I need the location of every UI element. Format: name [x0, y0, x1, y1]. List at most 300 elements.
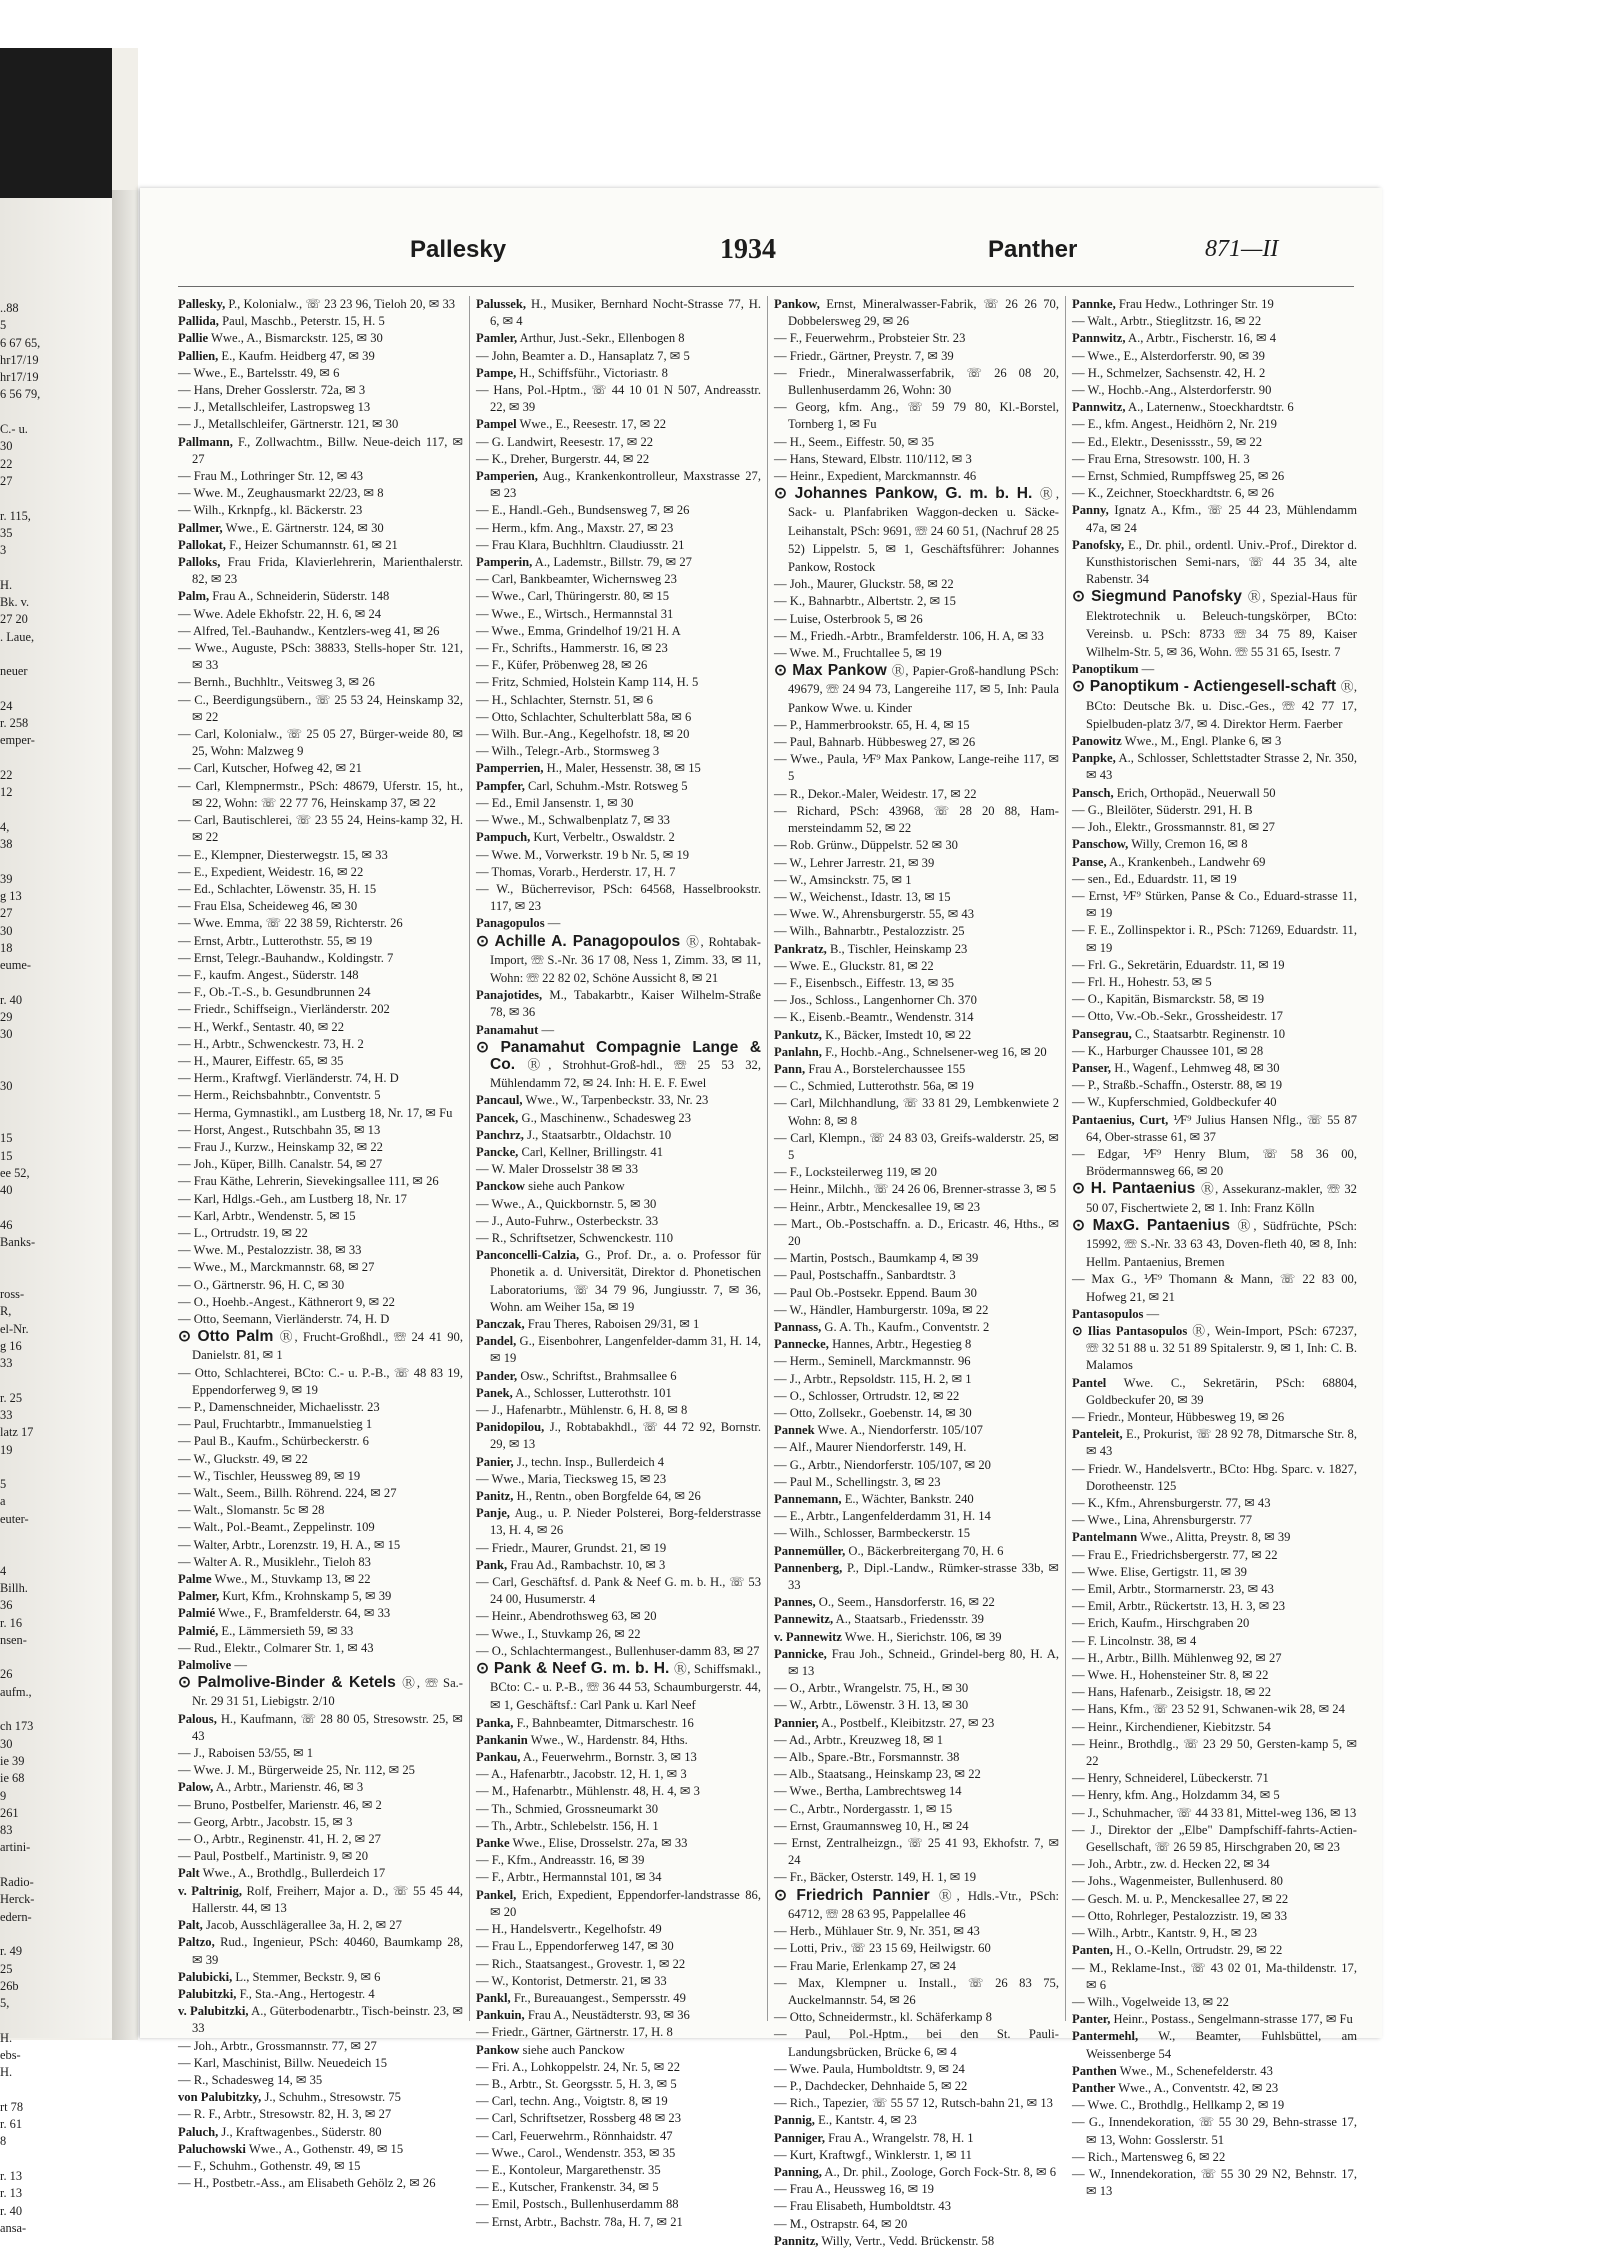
- directory-column-2: [476, 296, 761, 2229]
- directory-entry: [1072, 2011, 1357, 2028]
- entry-details: Jacob, Ausschlägerallee 3a, H. 2, ✉ 27: [206, 1918, 402, 1933]
- directory-entry: [476, 726, 761, 743]
- entry-details: Frau Joh., Schneid., Grindel-berg 80, H. A, ✉ 13: [788, 1646, 1060, 1679]
- directory-entry: [1072, 785, 1357, 802]
- directory-entry: [178, 898, 463, 915]
- entry-details: — C., Schmied, Lutterothstr. 56a, ✉ 19: [774, 1079, 974, 1094]
- directory-entry: [774, 2061, 1059, 2078]
- previous-page-fragment: H.: [0, 2065, 13, 2080]
- entry-details: — Otto, Seemann, Vierländerstr. 74, H. D: [178, 1311, 390, 1326]
- directory-entry: [178, 1711, 463, 1745]
- directory-entry: [476, 1039, 761, 1093]
- directory-entry: [178, 296, 463, 313]
- directory-entry: [1072, 802, 1357, 819]
- entry-name: Pankow,: [774, 297, 820, 311]
- entry-details: — W., Händler, Hamburgerstr. 109a, ✉ 22: [774, 1302, 989, 1317]
- entry-details: — Herb., Mühlauer Str. 9, Nr. 351, ✉ 43: [774, 1924, 980, 1939]
- directory-entry: [774, 906, 1059, 923]
- entry-details: Carl, Kellner, Brillingstr. 41: [521, 1144, 663, 1159]
- directory-entry: [476, 606, 761, 623]
- entry-details: — E., Arbtr., Langenfelderdamm 31, H. 14: [774, 1509, 991, 1524]
- directory-entry: [476, 1557, 761, 1574]
- entry-name: Panckow: [476, 1179, 525, 1194]
- entry-name: Pankl,: [476, 1990, 511, 2005]
- entry-details: W., Beamter, Fuhlsbüttel, am Weissenberge 54: [1086, 2029, 1357, 2061]
- previous-page-fragment: [0, 1701, 106, 1718]
- entry-details: Rud., Ingenieur, PSch: 40460, Baumkamp 28, ✉ 39: [192, 1935, 463, 1967]
- entry-details: — Wwe., Lina, Ahrensburgerstr. 77: [1072, 1513, 1253, 1528]
- directory-entry: [774, 1181, 1059, 1198]
- directory-entry: [1072, 1994, 1357, 2011]
- previous-page-fragment: 6 67 65,: [0, 335, 41, 350]
- entry-details: — Ernst, Arbtr., Lutterothstr. 55, ✉ 19: [178, 933, 373, 948]
- directory-entry: [774, 2026, 1059, 2060]
- entry-details: Arthur, Just.-Sekr., Ellenbogen 8: [519, 331, 685, 346]
- previous-page-fragment: a: [0, 1494, 6, 1509]
- entry-name: Pantel: [1072, 1375, 1107, 1390]
- directory-entry: [178, 416, 463, 433]
- entry-details: — Carl, techn. Ang., Voigtstr. 8, ✉ 19: [476, 2094, 668, 2109]
- entry-details: — E., Kutscher, Frankenstr. 34, ✉ 5: [476, 2180, 659, 2195]
- entry-name: Pallmer,: [178, 520, 223, 535]
- entry-details: Erich, Expedient, Eppendorfer-landstrasse 86, ✉ 20: [490, 1887, 761, 1919]
- directory-entry: [476, 623, 761, 640]
- entry-details: — Joh., Arbtr., Grossmannstr. 77, ✉ 27: [178, 2038, 377, 2053]
- previous-page-fragment: 5,: [0, 1996, 10, 2011]
- entry-details: — J., Hafenarbtr., Mühlenstr. 6, H. 8, ✉ 8: [476, 1403, 688, 1417]
- directory-entry: [476, 1213, 761, 1230]
- entry-name: Pantasopulos: [1072, 1306, 1144, 1321]
- directory-entry: [178, 881, 463, 898]
- entry-details: Wwe., M., Stuvkamp 13, ✉ 22: [214, 1572, 371, 1587]
- entry-details: — Mart., Ob.-Postschaffn. a. D., Ericastr. 46, Hths., ✉ 20: [774, 1216, 1059, 1248]
- entry-details: — E., Handl.-Geh., Bundsensweg 7, ✉ 26: [476, 503, 690, 518]
- entry-name: Panchrz,: [476, 1127, 524, 1142]
- header-rule: [178, 286, 1354, 287]
- directory-entry: [476, 1505, 761, 1539]
- directory-entry: [774, 1923, 1059, 1940]
- directory-entry: [476, 1419, 761, 1453]
- previous-page-fragment: [0, 1528, 106, 1545]
- directory-entry: [774, 1975, 1059, 2009]
- entry-details: — K., Eisenb.-Beamtr., Wendenstr. 314: [774, 1010, 974, 1025]
- directory-entry: [774, 1371, 1059, 1388]
- directory-entry: [178, 1554, 463, 1571]
- directory-entry: [774, 576, 1059, 593]
- directory-entry: [476, 2128, 761, 2145]
- entry-details: — H., Schlachter, Sternstr. 51, ✉ 6: [476, 692, 653, 707]
- entry-details: — Frau A., Heussweg 16, ✉ 19: [774, 2182, 934, 2197]
- directory-entry: [476, 1092, 761, 1109]
- directory-entry: [178, 1934, 463, 1968]
- directory-entry: [774, 2130, 1059, 2147]
- directory-entry: [476, 571, 761, 588]
- entry-details: G., Eisenbohrer, Langenfelder-damm 31, H. 14, ✉ 19: [490, 1334, 761, 1366]
- entry-details: — G., Arbtr., Niendorferstr. 105/107, ✉ 20: [774, 1457, 991, 1472]
- entry-details: — Walt., Arbtr., Stieglitzstr. 16, ✉ 22: [1072, 314, 1262, 329]
- entry-details: H., Wagenf., Lehmweg 48, ✉ 30: [1114, 1060, 1280, 1075]
- entry-details: O., Bäckerbreitergang 70, H. 6: [848, 1543, 1004, 1558]
- entry-details: Ⓡ, Rohtabak-Import, ☏ S.-Nr. 36 17 08, Ness 1, Zimm. 33, ✉ 11, Wohn: ☏ 22 82 02, Schöne Aussicht 8, ✉ 21: [490, 934, 761, 985]
- directory-entry: [178, 1156, 463, 1173]
- entry-details: — Wwe. Elise, Gertigstr. 11, ✉ 39: [1072, 1564, 1247, 1579]
- entry-details: — Erich, Kaufm., Hirschgraben 20: [1072, 1616, 1250, 1631]
- previous-page-fragment: [0, 1061, 106, 1078]
- directory-entry: [1072, 1925, 1357, 1942]
- previous-page-fragment: [0, 1459, 106, 1476]
- directory-entry: [774, 1027, 1059, 1044]
- previous-page-fragment: 30: [0, 1736, 13, 1751]
- entry-details: — Wwe. H., Hohensteiner Str. 8, ✉ 22: [1072, 1668, 1269, 1683]
- directory-entry: [774, 1508, 1059, 1525]
- entry-details: — Georg, Arbtr., Jacobstr. 15, ✉ 3: [178, 1814, 353, 1829]
- entry-details: Wwe., W., Hardenstr. 84, Hths.: [530, 1732, 688, 1747]
- entry-details: — Wilh., Vogelweide 13, ✉ 22: [1072, 1994, 1229, 2009]
- entry-details: — Richard, PSch: 43968, ☏ 28 20 88, Ham-mersteindamm 52, ✉ 22: [774, 803, 1059, 836]
- entry-details: — Frau L., Eppendorferweg 147, ✉ 30: [476, 1939, 674, 1954]
- entry-details: Willy, Cremon 16, ✉ 8: [1131, 837, 1248, 852]
- entry-name: Pallida,: [178, 314, 219, 329]
- directory-entry: [178, 1365, 463, 1399]
- directory-entry: [774, 1958, 1059, 1975]
- entry-details: — Walter, Arbtr., Lorenzstr. 19, H. A., ✉ 15: [178, 1537, 401, 1552]
- previous-page-fragment: r. 16: [0, 1615, 23, 1630]
- directory-entry: [774, 855, 1059, 872]
- entry-details: — Frau Klara, Buchhltrn. Claudiusstr. 21: [476, 537, 685, 552]
- directory-entry: [1072, 1043, 1357, 1060]
- entry-details: Wwe., A., Conventstr. 42, ✉ 23: [1118, 2080, 1279, 2095]
- entry-details: — H., Seem., Eiffestr. 50, ✉ 35: [774, 434, 935, 449]
- entry-details: Osw., Schriftst., Brahmsallee 6: [520, 1368, 677, 1383]
- entry-name: Panlahn,: [774, 1044, 822, 1059]
- entry-details: — Heinr., Brothdlg., ☏ 23 29 50, Gersten-kamp 5, ✉ 22: [1072, 1736, 1357, 1769]
- entry-details: J., Kraftwagenbes., Süderstr. 80: [221, 2124, 382, 2139]
- entry-details: — Wwe., I., Stuvkamp 26, ✉ 22: [476, 1626, 641, 1641]
- entry-details: —: [547, 916, 561, 931]
- column-divider: [767, 296, 768, 2021]
- entry-details: Willy, Vertr., Vedd. Brückenstr. 58: [821, 2233, 995, 2248]
- directory-entry: [476, 2059, 761, 2076]
- previous-page-fragment: 25: [0, 1961, 13, 1976]
- entry-details: — Wilh., Krknpfg., kl. Bäckerstr. 23: [178, 503, 363, 518]
- previous-page-fragment: 33: [0, 1408, 13, 1422]
- directory-entry: [1072, 1822, 1357, 1856]
- directory-entry: [476, 502, 761, 519]
- entry-details: A., Schlosser, Schlettstadter Strasse 2, Nr. 350, ✉ 43: [1086, 751, 1357, 783]
- entry-details: Aug., Krankenkontrolleur, Maxstrasse 27, ✉ 23: [490, 469, 761, 501]
- directory-entry: [476, 915, 761, 932]
- directory-entry: [774, 1940, 1059, 1957]
- directory-entry: [476, 1178, 761, 1195]
- entry-details: H., Musiker, Bernhard Nocht-Strasse 77, H. 6, ✉ 4: [490, 297, 761, 329]
- previous-page-fragment: 27: [0, 906, 13, 921]
- directory-entry: [774, 1749, 1059, 1766]
- entry-details: — F., kaufm. Angest., Süderstr. 148: [178, 967, 359, 982]
- directory-entry: [476, 1608, 761, 1625]
- entry-details: — Th., Schmied, Grossneumarkt 30: [476, 1801, 659, 1816]
- directory-entry: [1072, 330, 1357, 347]
- entry-details: — Wwe. Paula, Humboldtstr. 9, ✉ 24: [774, 2061, 965, 2076]
- directory-entry: [178, 623, 463, 640]
- entry-name: Pamperin,: [476, 555, 533, 570]
- entry-name: Pannwitz,: [1072, 400, 1126, 415]
- entry-name: Panitz,: [476, 1489, 514, 1504]
- directory-entry: [178, 1019, 463, 1036]
- entry-details: Frau Theres, Raboisen 29/31, ✉ 1: [527, 1316, 700, 1331]
- entry-details: — Fr., Schrifts., Hammerstr. 16, ✉ 23: [476, 641, 668, 656]
- entry-name: Pannecke,: [774, 1337, 829, 1352]
- entry-details: — J., Arbtr., Repsoldstr. 115, H. 2, ✉ 1: [774, 1371, 972, 1386]
- directory-entry: [476, 1022, 761, 1039]
- previous-page-dark-edge: [0, 48, 112, 198]
- directory-entry: [178, 1571, 463, 1588]
- entry-name: Panther: [1072, 2080, 1116, 2095]
- previous-page-fragment: [0, 646, 106, 663]
- entry-details: — H., Handelsvertr., Kegelhofstr. 49: [476, 1922, 662, 1937]
- entry-details: siehe auch Panckow: [522, 2042, 625, 2057]
- entry-details: — K., Harburger Chaussee 101, ✉ 28: [1072, 1043, 1264, 1058]
- directory-entry: [178, 950, 463, 967]
- entry-details: E., Kaufm. Heidberg 47, ✉ 39: [221, 348, 375, 363]
- entry-details: Fr., Bureauangest., Sempersstr. 49: [513, 1990, 686, 2005]
- directory-entry: [476, 1574, 761, 1608]
- directory-entry: [774, 2147, 1059, 2164]
- entry-details: — W., Bücherrevisor, PSch: 64568, Hasselbrookstr. 117, ✉ 23: [476, 881, 761, 914]
- previous-page-fragment: Bk. v.: [0, 595, 30, 610]
- entry-details: — K., Bahnarbtr., Albertstr. 2, ✉ 15: [774, 594, 956, 609]
- entry-details: — G., Bleilöter, Süderstr. 291, H. B: [1072, 802, 1253, 817]
- entry-name: Pankow: [476, 2042, 520, 2057]
- previous-page-fragment: 19: [0, 1442, 13, 1457]
- entry-details: siehe auch Pankow: [528, 1179, 625, 1194]
- directory-entry: [1072, 1112, 1357, 1146]
- entry-name: Pampuch,: [476, 830, 531, 845]
- entry-details: A., Laternenw., Stoeckhardtstr. 6: [1128, 400, 1294, 415]
- directory-entry: [1072, 1409, 1357, 1426]
- directory-entry: [774, 2009, 1059, 2026]
- previous-page-fragment: Radio-: [0, 1875, 34, 1890]
- directory-entry: [476, 2007, 761, 2024]
- directory-entry: [178, 1519, 463, 1536]
- entry-details: L., Stemmer, Beckstr. 9, ✉ 6: [235, 1969, 381, 1984]
- directory-entry: [1072, 1547, 1357, 1564]
- entry-details: Ⓡ, ☏ Sa.-Nr. 29 31 51, Liebigstr. 2/10: [192, 1676, 463, 1709]
- directory-entry: [178, 365, 463, 382]
- directory-entry: [178, 1105, 463, 1122]
- entry-details: — Carl, Geschäftsf. d. Pank & Neef G. m. b. H., ☏ 53 24 00, Husumerstr. 4: [476, 1575, 761, 1607]
- entry-name: Pannke,: [1072, 297, 1116, 311]
- entry-details: — Wwe. M., Vorwerkstr. 19 b Nr. 5, ✉ 19: [476, 847, 690, 862]
- directory-entry: [476, 778, 761, 795]
- entry-name: Pantaenius, Curt,: [1072, 1112, 1169, 1127]
- previous-page-fragment: 33: [0, 1356, 13, 1371]
- previous-page-fragment: hr17/19: [0, 352, 39, 367]
- entry-details: — Heinr., Abendrothsweg 63, ✉ 20: [476, 1609, 657, 1624]
- directory-entry: [476, 864, 761, 881]
- entry-details: — B., Arbtr., St. Georgsstr. 5, H. 3, ✉ 5: [476, 2076, 677, 2091]
- entry-details: — Otto, Rohrleger, Pestalozzistr. 19, ✉ 33: [1072, 1908, 1288, 1923]
- directory-entry: [178, 1605, 463, 1622]
- entry-details: Wwe., M., Schenefelderstr. 43: [1119, 2063, 1273, 2078]
- directory-entry: [476, 1368, 761, 1385]
- directory-entry: [1072, 974, 1357, 991]
- entry-details: — F., Feuerwehrm., Probsteier Str. 23: [774, 331, 966, 346]
- previous-page-fragment: ebs-: [0, 2047, 21, 2062]
- directory-entry: [178, 434, 463, 468]
- directory-entry: [1072, 416, 1357, 433]
- entry-name: v. Palubitzki,: [178, 2004, 249, 2019]
- directory-entry: [774, 1646, 1059, 1680]
- directory-entry: [476, 365, 761, 382]
- directory-entry: [774, 1336, 1059, 1353]
- directory-entry: [178, 1485, 463, 1502]
- entry-details: — G. Landwirt, Reesestr. 17, ✉ 22: [476, 434, 654, 449]
- entry-details: — Carl, Kolonialw., ☏ 25 05 27, Bürger-weide 80, ✉ 25, Wohn: Malzweg 9: [178, 727, 463, 759]
- previous-page-fragment: 5: [0, 1477, 7, 1492]
- entry-details: Wwe., A., Brothdlg., Bullerdeich 17: [202, 1866, 386, 1881]
- directory-entry: [774, 1009, 1059, 1026]
- entry-details: — Carl, Bankbeamter, Wichernsweg 23: [476, 572, 677, 587]
- entry-details: — E., Expedient, Weidestr. 16, ✉ 22: [178, 864, 364, 879]
- entry-name: Panser,: [1072, 1060, 1112, 1075]
- directory-entry: [1072, 399, 1357, 416]
- entry-name: Panek,: [476, 1385, 513, 1400]
- directory-entry: [1072, 502, 1357, 536]
- previous-page-fragment: ie 68: [0, 1771, 25, 1786]
- entry-details: — Emil, Arbtr., Stormarnerstr. 23, ✉ 43: [1072, 1582, 1274, 1597]
- previous-page-fragment: 46: [0, 1217, 13, 1232]
- entry-details: E., Prokurist, ☏ 28 92 78, Ditmarsche Str. 8, ✉ 43: [1086, 1427, 1357, 1459]
- entry-details: — J., Auto-Fuhrw., Osterbeckstr. 33: [476, 1213, 659, 1228]
- directory-entry: [1072, 2097, 1357, 2114]
- previous-page-fragment: 30: [0, 923, 13, 938]
- entry-details: — Alf., Maurer Niendorferstr. 149, H.: [774, 1440, 967, 1455]
- entry-details: — Bruno, Postbelfer, Marienstr. 46, ✉ 2: [178, 1797, 382, 1812]
- directory-entry: [178, 1640, 463, 1657]
- entry-details: — Otto, Vw.-Ob.-Sekr., Grossheidestr. 17: [1072, 1009, 1283, 1024]
- entry-details: — Paul Ob.-Postsekr. Eppend. Baum 30: [774, 1285, 977, 1300]
- directory-entry: [476, 881, 761, 915]
- entry-details: — Frau Erna, Stresowstr. 100, H. 3: [1072, 451, 1250, 466]
- entry-details: — Ernst, Arbtr., Bachstr. 78a, H. 7, ✉ 21: [476, 2214, 683, 2229]
- entry-details: — Rob. Grünw., Düppelstr. 52 ✉ 30: [774, 838, 958, 853]
- previous-page-fragment: hr17/19: [0, 370, 39, 385]
- entry-details: — Edgar, ⅟F⁹ Henry Blum, ☏ 58 36 00, Brödermannsweg 66, ✉ 20: [1072, 1146, 1357, 1179]
- directory-entry: [178, 1537, 463, 1554]
- directory-entry: [476, 1732, 761, 1749]
- directory-entry: [1072, 1942, 1357, 1959]
- entry-details: — Herm., kfm. Ang., Maxstr. 27, ✉ 23: [476, 520, 674, 535]
- directory-entry: [178, 1277, 463, 1294]
- entry-name: ⊙ Ilias Pantasopulos: [1072, 1323, 1188, 1338]
- directory-entry: [1072, 991, 1357, 1008]
- entry-details: A., Feuerwehrm., Bornstr. 3, ✉ 13: [522, 1750, 697, 1765]
- previous-page-fragment: [0, 1545, 106, 1562]
- entry-details: — Wwe., A., Quickbornstr. 5, ✉ 30: [476, 1196, 657, 1211]
- entry-details: — Ed., Schlachter, Löwenstr. 35, H. 15: [178, 881, 377, 896]
- directory-entry: [178, 674, 463, 691]
- directory-entry: [178, 520, 463, 537]
- entry-details: — J., Raboisen 53/55, ✉ 1: [178, 1746, 314, 1761]
- directory-entry: [476, 1127, 761, 1144]
- entry-details: — Fritz, Schmied, Holstein Kamp 114, H. 5: [476, 675, 699, 690]
- directory-entry: [774, 2112, 1059, 2129]
- entry-details: H., Maler, Hessenstr. 38, ✉ 15: [546, 761, 701, 776]
- entry-details: Ⓡ, Südfrüchte, PSch: 15992, ☏ S.-Nr. 33 63 43, Doven-fleth 40, ✉ 8, Inh: Hellm. Pantaenius, Bremen: [1086, 1218, 1357, 1270]
- directory-entry: [476, 1783, 761, 1800]
- entry-details: — Paul, Pol.-Hptm., bei den St. Pauli-Landungsbrücken, Brücke 6, ✉ 4: [774, 2027, 1059, 2059]
- previous-page-fragment: 30: [0, 1079, 13, 1094]
- entry-details: C., Staatsarbtr. Reginenstr. 10: [1134, 1026, 1286, 1041]
- directory-entry: [476, 416, 761, 433]
- directory-entry: [774, 889, 1059, 906]
- directory-entry: [774, 1353, 1059, 1370]
- entry-details: — Rich., Tapezier, ☏ 55 57 12, Rutsch-bahn 21, ✉ 13: [774, 2096, 1053, 2111]
- entry-details: —: [1141, 662, 1155, 677]
- entry-name: Panowitz: [1072, 734, 1122, 749]
- entry-details: F., Zollwachtm., Billw. Neue-deich 117, ✉ 27: [192, 434, 463, 466]
- entry-name: Pandel,: [476, 1334, 517, 1349]
- entry-details: — Wwe. Adele Ekhofstr. 22, H. 6, ✉ 24: [178, 606, 382, 621]
- directory-entry: [1072, 922, 1357, 956]
- entry-details: — Karl, Hdlgs.-Geh., am Lustberg 18, Nr. 17: [178, 1191, 407, 1206]
- directory-entry: [1072, 1306, 1357, 1323]
- entry-details: — Frau J., Kurzw., Heinskamp 32, ✉ 22: [178, 1139, 383, 1154]
- directory-entry: [178, 1001, 463, 1018]
- previous-page-fragment: r. 115,: [0, 508, 31, 523]
- entry-name: Panconcelli-Calzia,: [476, 1248, 580, 1263]
- entry-name: Palt,: [178, 1918, 203, 1933]
- entry-details: — W. Maler Drosselstr 38 ✉ 33: [476, 1162, 639, 1177]
- previous-page-fragment: g 16: [0, 1338, 22, 1353]
- previous-page-fragment: r. 25: [0, 1390, 23, 1405]
- entry-details: A., Güterbodenarbtr., Tisch-beinstr. 23, ✉ 33: [192, 2004, 463, 2036]
- entry-details: Ⓡ, BCto: Deutsche Bk. u. Disc.-Ges., ☏ 42 77 17, Spielbuden-platz 3/7, ✉ 4. Direktor Herm. Faerber: [1086, 680, 1357, 731]
- entry-details: — Heinr., Kirchendiener, Kiebitzstr. 54: [1072, 1719, 1271, 1734]
- entry-details: — sen., Ed., Eduardstr. 11, ✉ 19: [1072, 871, 1237, 886]
- directory-entry: [774, 1801, 1059, 1818]
- previous-page-fragment: Herck-: [0, 1892, 35, 1907]
- directory-entry: [774, 1835, 1059, 1869]
- directory-entry: [476, 382, 761, 416]
- directory-entry: [476, 537, 761, 554]
- directory-entry: [178, 554, 463, 588]
- directory-entry: [1072, 468, 1357, 485]
- previous-page-fragment: 4: [0, 1563, 7, 1578]
- entry-details: O., Seem., Hansdorferstr. 16, ✉ 22: [818, 1595, 995, 1610]
- entry-name: Panniger,: [774, 2130, 825, 2145]
- previous-page-fragment: [0, 1044, 106, 1061]
- entry-name: Pancke,: [476, 1144, 519, 1159]
- directory-entry: [1072, 1598, 1357, 1615]
- entry-name: Panka,: [476, 1715, 514, 1730]
- entry-details: Ⓡ, Hdls.-Vtr., PSch: 64712, ☏ 28 63 95, Pappelallee 46: [788, 1888, 1059, 1921]
- directory-entry: [476, 296, 761, 330]
- entry-name: ⊙ Siegmund Panofsky: [1072, 588, 1242, 606]
- header-page-number: 871—II: [1205, 236, 1279, 262]
- entry-details: — Wilh., Schlosser, Barmbeckerstr. 15: [774, 1526, 971, 1541]
- previous-page-fragment: r. 13: [0, 2169, 23, 2184]
- entry-name: Pankuin,: [476, 2008, 525, 2023]
- directory-entry: [1072, 819, 1357, 836]
- directory-entry: [1072, 1375, 1357, 1409]
- directory-entry: [178, 1502, 463, 1519]
- entry-details: — Thomas, Vorarb., Herderstr. 17, H. 7: [476, 864, 676, 879]
- directory-entry: [476, 743, 761, 760]
- entry-details: B., Tischler, Heinskamp 23: [829, 941, 968, 956]
- entry-details: — F. Lincolnstr. 38, ✉ 4: [1072, 1633, 1197, 1648]
- directory-entry: [774, 611, 1059, 628]
